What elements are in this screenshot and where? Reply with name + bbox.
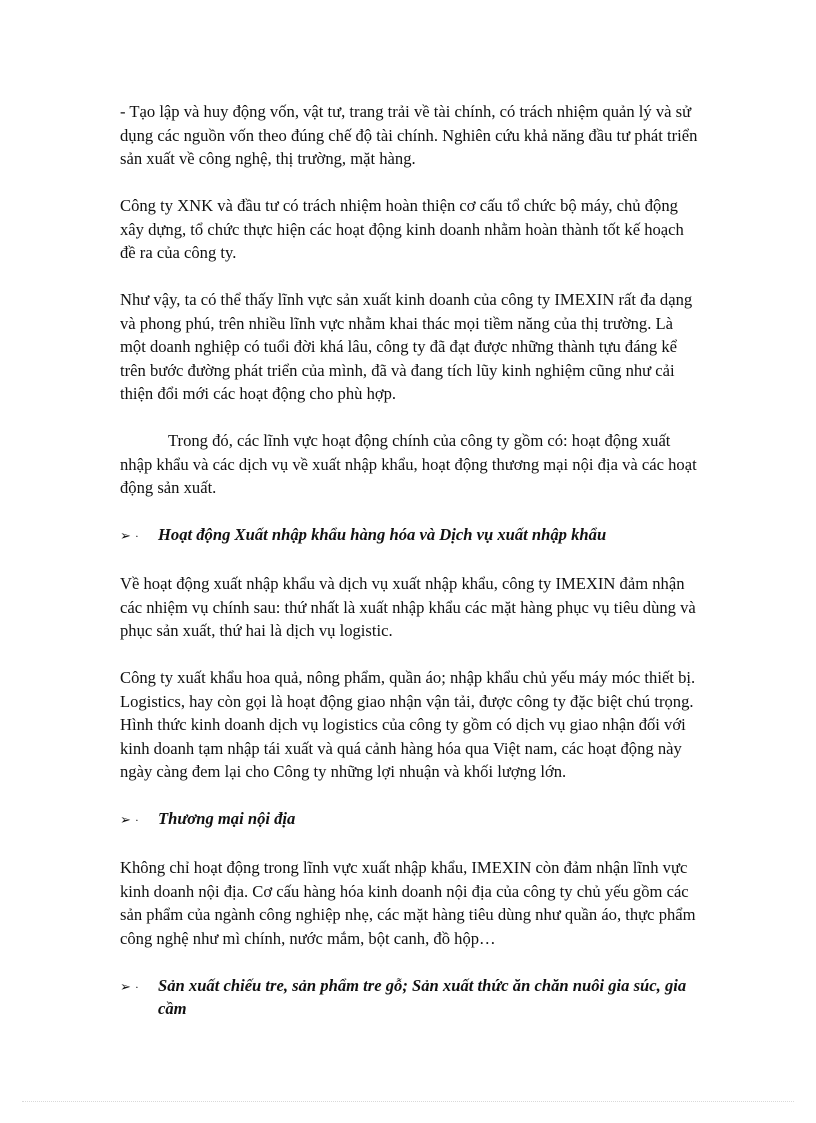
paragraph-business-overview: Như vậy, ta có thể thấy lĩnh vực sản xuất kinh doanh của công ty IMEXIN rất đa dạng và phong phú, trên nhiều lĩnh vực nhằm khai thác mọi tiềm năng của thị trường. Là một doanh nghiệp có tuổi đời khá lâu, công ty đã đạt được những thành tựu đáng kể trên bước đường phát triển của mình, đã và đang tích lũy kinh nghiệm cũng như cải thiện đổi mới các hoạt động cho phù hợp. <box>120 290 693 403</box>
paragraph-domestic-trade: Không chỉ hoạt động trong lĩnh vực xuất nhập khẩu, IMEXIN còn đảm nhận lĩnh vực kinh doanh nội địa. Cơ cấu hàng hóa kinh doanh nội địa của công ty chủ yếu gồm các sản phẩm của ngành công nghiệp nhẹ, các mặt hàng tiêu dùng như quần áo, thực phẩm công nghệ như mì chính, nước mắm, bột canh, đồ hộp… <box>120 858 696 948</box>
page-bottom-divider <box>22 1101 794 1102</box>
paragraph-import-export-duties: Về hoạt động xuất nhập khẩu và dịch vụ xuất nhập khẩu, công ty IMEXIN đảm nhận các nhiệm vụ chính sau: thứ nhất là xuất nhập khẩu các mặt hàng phục vụ tiêu dùng và phục sản xuất, thứ hai là dịch vụ logistic. <box>120 574 696 640</box>
heading-domestic-trade <box>120 807 698 833</box>
document-page <box>120 100 698 1044</box>
paragraph-capital-mobilization: - Tạo lập và huy động vốn, vật tư, trang trải về tài chính, có trách nhiệm quản lý và sử dụng các nguồn vốn theo đúng chế độ tài chính. Nghiên cứu khả năng đầu tư phát triển sản xuất về công nghệ, thị trường, mặt hàng. <box>120 102 698 168</box>
bullet-arrow-icon: ➢ · <box>120 979 139 995</box>
heading-text: Hoạt động Xuất nhập khẩu hàng hóa và Dịch vụ xuất nhập khẩu <box>158 525 607 544</box>
heading-production <box>120 974 698 1021</box>
paragraph-organization-structure: Công ty XNK và đầu tư có trách nhiệm hoàn thiện cơ cấu tổ chức bộ máy, chủ động xây dựng, tổ chức thực hiện các hoạt động kinh doanh nhằm hoàn thành tốt kế hoạch đề ra của công ty. <box>120 196 684 262</box>
heading-text: Thương mại nội địa <box>158 809 296 828</box>
bullet-arrow-icon: ➢ · <box>120 813 139 828</box>
heading-text: Sản xuất chiếu tre, sản phẩm tre gỗ; Sản xuất thức ăn chăn nuôi gia súc, gia cầm <box>158 975 687 1018</box>
heading-import-export <box>120 523 698 549</box>
bullet-arrow-icon: ➢ · <box>120 529 139 544</box>
paragraph-main-activities: Trong đó, các lĩnh vực hoạt động chính của công ty gồm có: hoạt động xuất nhập khẩu và các dịch vụ về xuất nhập khẩu, hoạt động thương mại nội địa và các hoạt động sản xuất. <box>120 431 697 497</box>
paragraph-logistics: Công ty xuất khẩu hoa quả, nông phẩm, quần áo; nhập khẩu chủ yếu máy móc thiết bị. Logistics, hay còn gọi là hoạt động giao nhận vận tải, được công ty đặc biệt chú trọng. Hình thức kinh doanh dịch vụ logistics của công ty gồm có dịch vụ giao nhận đối với kinh doanh tạm nhập tái xuất và quá cảnh hàng hóa qua Việt nam, các hoạt động này ngày càng đem lại cho Công ty những lợi nhuận và khối lượng lớn. <box>120 668 696 781</box>
